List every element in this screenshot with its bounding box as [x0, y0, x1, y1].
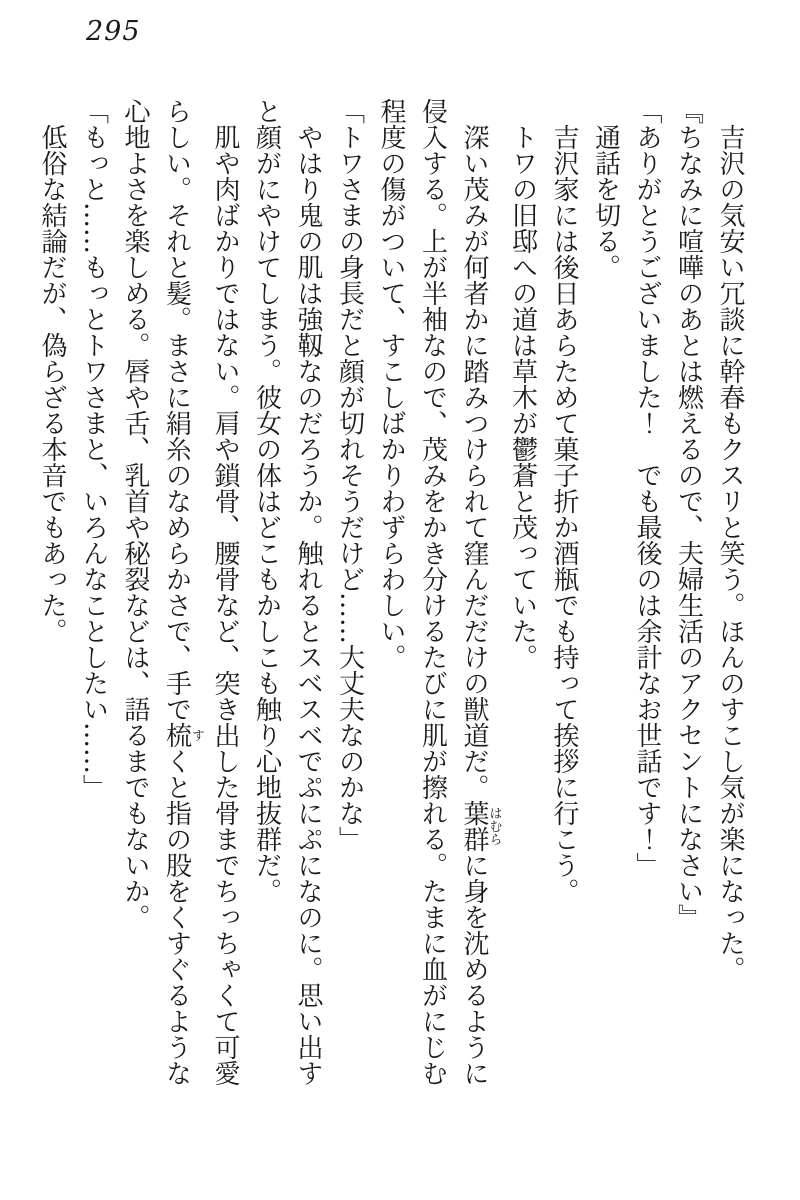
ruby-base: 梳す: [161, 722, 204, 748]
text-run: 吉沢家には後日あらためて菓子折か酒瓶でも持って挨拶に行こう。: [549, 124, 579, 904]
text-run: 通話を切る。: [590, 124, 621, 280]
text-run: 深い茂みが何者かに踏みつけられて窪んだだけの獣道だ。: [459, 124, 489, 800]
text-run: 「トワさまの身長だと顔が切れそうだけど……大丈夫なのかな」: [334, 98, 365, 852]
page-number: 295: [86, 16, 141, 47]
furigana: す: [189, 722, 204, 748]
text-run: らしい。それと髪。まさに絹糸のなめらかさで、手で: [161, 98, 192, 722]
text-line: [453, 98, 502, 1108]
text-line: [501, 98, 543, 1108]
text-run: 「ありがとうございました！ でも最後のは余計なお世話です！」: [632, 98, 662, 878]
text-line: [287, 98, 329, 1108]
text-run: トワの旧邸への道は草木が鬱蒼と茂っていた。: [507, 124, 538, 670]
text-line: [245, 98, 287, 1108]
page-text: [37, 98, 750, 1108]
text-run: 低俗な結論だが、偽らざる本音でもあった。: [37, 124, 67, 644]
text-run: 肌や肉ばかりではない。肩や鎖骨、腰骨など、突き出した骨までちっちゃくて可愛: [210, 124, 240, 1086]
text-line: [72, 98, 114, 1108]
text-run: 「もっと……もっとトワさまと、いろんなことしたい……」: [78, 98, 109, 800]
text-line: [709, 98, 751, 1108]
text-line: [584, 98, 626, 1108]
text-line: [543, 98, 585, 1108]
text-run: に身を沈めるように: [459, 852, 489, 1086]
text-line: [204, 98, 246, 1108]
text-line: [31, 98, 73, 1108]
text-line: [667, 98, 709, 1108]
text-run: 『ちなみに喧嘩のあとは燃えるので、夫婦生活のアクセントになさい』: [673, 98, 704, 930]
text-run: 侵入する。上が半袖なので、茂みをかき分けるたびに肌が擦れる。たまに血がにじむ: [417, 98, 448, 1086]
text-run: 程度の傷がついて、すこしばかりわずらわしい。: [376, 98, 406, 670]
text-run: やはり鬼の肌は強靱なのだろうか。触れるとスベスベでぷにぷになのに。思い出す: [293, 124, 323, 1086]
ruby-base: 葉群はむら: [459, 800, 502, 852]
text-run: 吉沢の気安い冗談に幹春もクスリと笑う。ほんのすこし気が楽になった。: [715, 124, 745, 982]
furigana: はむら: [486, 800, 502, 852]
text-run: 心地よさを楽しめる。唇や舌、乳首や秘裂などは、語るまでもないか。: [120, 98, 150, 930]
text-run: と顔がにやけてしまう。彼女の体はどこもかしこも触り心地抜群だ。: [251, 98, 282, 904]
text-line: [155, 98, 204, 1108]
text-line: [411, 98, 453, 1108]
text-line: [114, 98, 156, 1108]
text-line: [626, 98, 668, 1108]
text-line: [328, 98, 370, 1108]
text-line: [370, 98, 412, 1108]
text-run: くと指の股をくすぐるような: [161, 748, 192, 1086]
